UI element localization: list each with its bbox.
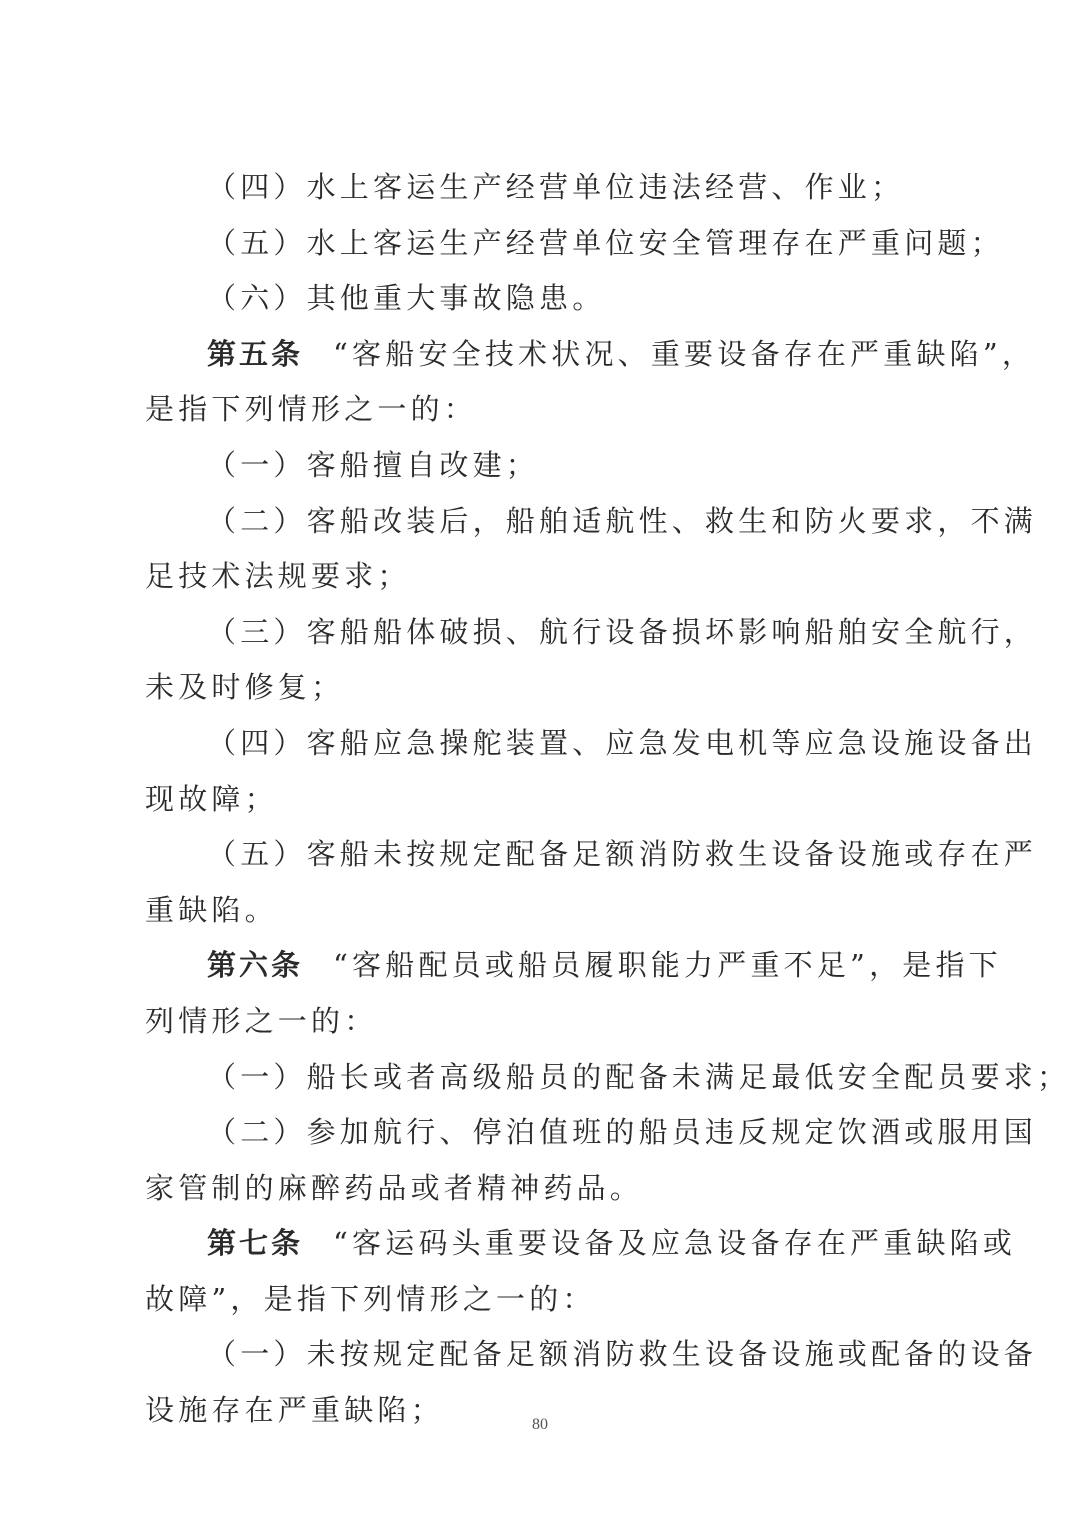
page-number: 80 — [532, 1416, 548, 1433]
line-text: （五）客船未按规定配备足额消防救生设备设施或存在严 — [207, 837, 1038, 872]
article-heading: 第七条 — [207, 1226, 304, 1261]
line-text: 未及时修复； — [145, 670, 345, 705]
article-heading: 第六条 — [207, 948, 304, 983]
text-line — [145, 382, 930, 438]
text-line — [145, 549, 930, 605]
line-text: （二）客船改装后，船舶适航性、救生和防火要求，不满 — [207, 503, 1038, 538]
line-text: “客船配员或船员履职能力严重不足”，是指下 — [333, 948, 1002, 983]
text-line — [145, 216, 1004, 272]
line-text: “客船安全技术状况、重要设备存在严重缺陷”， — [333, 336, 1036, 371]
line-text: 故障”，是指下列情形之一的： — [145, 1281, 596, 1316]
text-line — [145, 883, 930, 939]
text-line — [145, 1105, 1038, 1161]
line-text: （一）船长或者高级船员的配备未满足最低安全配员要求； — [207, 1059, 1071, 1094]
article-line — [145, 1216, 1017, 1272]
text-line — [145, 1050, 1071, 1106]
line-text: （二）参加航行、停泊值班的船员违反规定饮酒或服用国 — [207, 1115, 1038, 1150]
line-text: （三）客船船体破损、航行设备损坏影响船舶安全航行， — [207, 614, 1038, 649]
line-text: 足技术法规要求； — [145, 559, 411, 594]
line-text: 设施存在严重缺陷； — [145, 1393, 444, 1428]
line-text: （一）未按规定配备足额消防救生设备设施或配备的设备 — [207, 1337, 1038, 1372]
line-text: 家管制的麻醉药品或者精神药品。 — [145, 1170, 644, 1205]
text-line — [145, 772, 930, 828]
text-line — [145, 1161, 930, 1217]
text-line — [145, 160, 930, 216]
text-line — [145, 1327, 1038, 1383]
line-text: “客运码头重要设备及应急设备存在严重缺陷或 — [333, 1226, 1017, 1261]
text-line — [145, 494, 1038, 550]
line-text: 是指下列情形之一的： — [145, 392, 478, 427]
line-text: （六）其他重大事故隐患。 — [207, 281, 606, 316]
article-heading: 第五条 — [207, 336, 304, 371]
line-text: （四）客船应急操舵装置、应急发电机等应急设施设备出 — [207, 725, 1038, 760]
article-line — [145, 327, 1036, 383]
text-line — [145, 660, 930, 716]
text-line — [145, 438, 930, 494]
text-line — [145, 605, 1038, 661]
line-text: 现故障； — [145, 781, 278, 816]
line-text: 重缺陷。 — [145, 892, 278, 927]
line-text: （四）水上客运生产经营单位违法经营、作业； — [207, 170, 905, 204]
line-text: （五）水上客运生产经营单位安全管理存在严重问题； — [207, 225, 1004, 260]
line-text: 列情形之一的： — [145, 1003, 378, 1038]
text-line — [145, 716, 1038, 772]
regulation-body — [145, 160, 1071, 1439]
text-line — [145, 827, 1038, 883]
text-line — [145, 271, 930, 327]
text-line — [145, 1272, 930, 1328]
line-text: （一）客船擅自改建； — [207, 447, 540, 482]
text-line — [145, 994, 930, 1050]
article-line — [145, 938, 1002, 994]
